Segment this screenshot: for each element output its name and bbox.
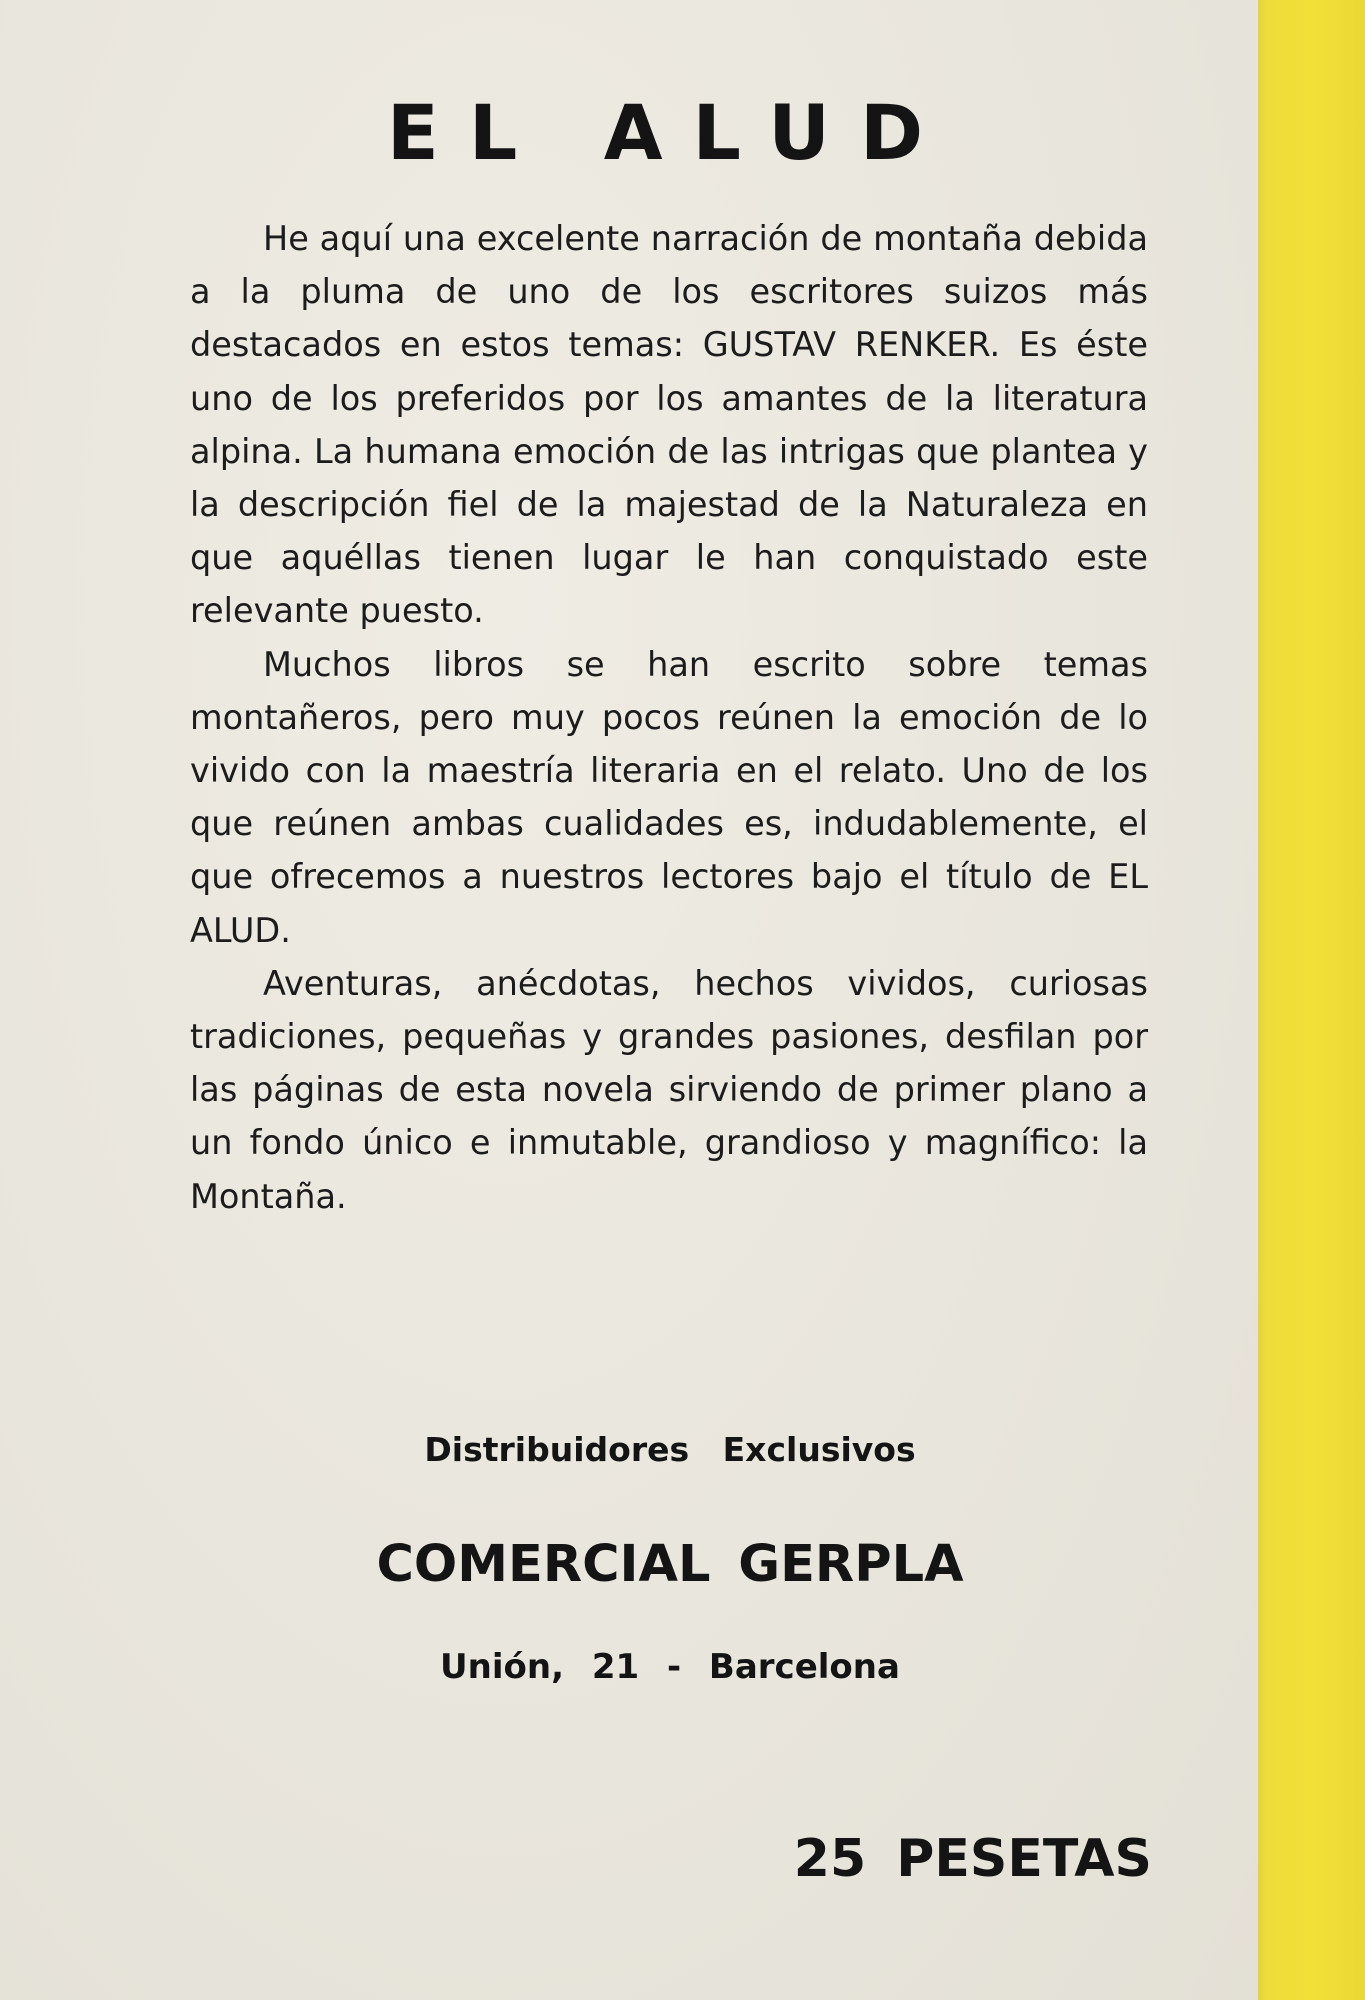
book-title: EL ALUD	[386, 88, 954, 177]
blurb-paragraph-1: He aquí una excelente narración de montaña debida a la pluma de uno de los escritores suizos más destacados en estos temas: GUSTAV RENKER. Es éste uno de los preferidos por los amantes de la literatura alpina. La humana emoción de las intrigas que plantea y la descripción fiel de la majestad de la Naturaleza en que aquéllas tienen lugar le han conquistado este relevante puesto.	[190, 219, 1148, 631]
blurb-paragraph-3: Aventuras, anécdotas, hechos vividos, curiosas tradiciones, pequeñas y grandes pasiones, desfilan por las páginas de esta novela sirviendo de primer plano a un fondo único e inmutable, grandioso y magnífico: la Montaña.	[190, 963, 1148, 1216]
blurb-text	[190, 212, 1148, 1223]
distributor-address: Unión, 21 - Barcelona	[440, 1647, 900, 1687]
yellow-spine-strip	[1258, 0, 1365, 2000]
distributor-company: COMERCIAL GERPLA	[376, 1535, 964, 1594]
blurb-paragraph-2: Muchos libros se han escrito sobre temas montañeros, pero muy pocos reúnen la emoción de lo vivido con la maestría literaria en el relato. Uno de los que reúnen ambas cualidades es, indudablemente, el que ofrecemos a nuestros lectores bajo el título de EL ALUD.	[190, 644, 1148, 950]
price-label: 25 PESETAS	[793, 1829, 1152, 1889]
distributor-heading: Distribuidores Exclusivos	[424, 1430, 916, 1469]
